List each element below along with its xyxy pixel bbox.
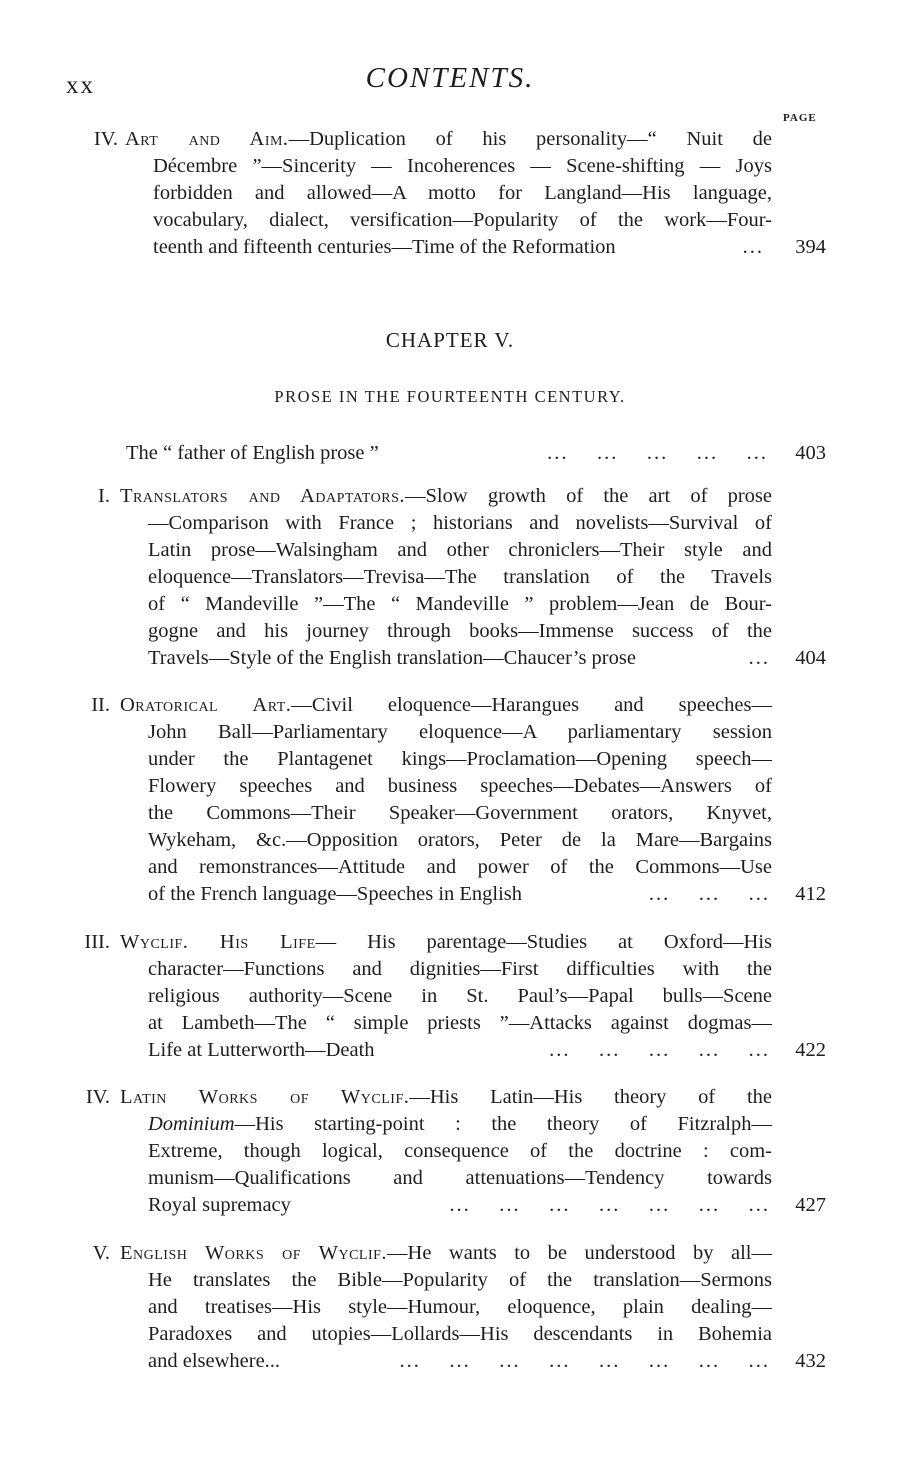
- page-column-label: PAGE: [783, 112, 817, 124]
- entry-numeral: V.: [92, 1242, 110, 1264]
- leader-dots: ... ... ... ... ...: [547, 442, 768, 464]
- entry-line: English Works of Wyclif.—He wants to be understood by all—: [120, 1242, 772, 1264]
- entry-line: of “ Mandeville ”—The “ Mandeville ” problem—Jean de Bour-: [148, 593, 772, 615]
- leader-dots: ...: [748, 647, 770, 669]
- toc-entry-english-works: [0, 1240, 900, 1375]
- entry-line: —Comparison with France ; historians and novelists—Survival of: [148, 512, 772, 534]
- italic-term: Dominium: [148, 1113, 235, 1135]
- entry-line: Life at Lutterworth—Death ... ... ... ... ...: [120, 1037, 772, 1064]
- page-number: 422: [795, 1039, 826, 1061]
- folio-number: xx: [66, 72, 95, 99]
- toc-entry-wyclif-life: [0, 929, 900, 1064]
- toc-entry-intro: [0, 440, 900, 467]
- chapter-heading: CHAPTER V.: [385, 328, 515, 352]
- entry-line: John Ball—Parliamentary eloquence—A parliamentary session: [148, 721, 772, 743]
- entry-numeral: I.: [98, 485, 110, 507]
- entry-line: He translates the Bible—Popularity of the translation—Sermons: [148, 1269, 772, 1291]
- page-number: 427: [795, 1194, 826, 1216]
- leader-dots: ... ... ...: [648, 883, 770, 905]
- entry-line: the Commons—Their Speaker—Government orators, Knyvet,: [148, 802, 772, 824]
- entry-line: Latin Works of Wyclif.—His Latin—His theory of the: [120, 1086, 772, 1108]
- entry-line: of the French language—Speeches in English ... ... ...: [120, 881, 772, 908]
- entry-line: munism—Qualifications and attenuations—Tendency towards: [148, 1167, 772, 1189]
- chapter-subtitle: PROSE IN THE FOURTEENTH CENTURY.: [274, 387, 626, 406]
- page-number: 404: [795, 647, 826, 669]
- entry-line: and treatises—His style—Humour, eloquence, plain dealing—: [148, 1296, 772, 1318]
- entry-heading: Art and Aim.: [125, 128, 289, 150]
- entry-line: teenth and fifteenth centuries—Time of the Reformation ...: [125, 234, 772, 261]
- leader-dots: ...: [742, 236, 764, 258]
- entry-numeral: IV.: [85, 1086, 110, 1108]
- entry-line: Translators and Adaptators.—Slow growth of the art of prose: [120, 485, 772, 507]
- entry-line: vocabulary, dialect, versification—Popularity of the work—Four-: [153, 209, 772, 231]
- leader-dots: ... ... ... ... ...: [549, 1039, 770, 1061]
- entry-line: Extreme, though logical, consequence of the doctrine : com-: [148, 1140, 772, 1162]
- entry-heading: Latin Works of Wyclif.: [120, 1086, 410, 1108]
- entry-line: Paradoxes and utopies—Lollards—His descendants in Bohemia: [148, 1323, 772, 1345]
- entry-line: religious authority—Scene in St. Paul’s—Papal bulls—Scene: [148, 985, 772, 1007]
- entry-line: Wyclif. His Life— His parentage—Studies at Oxford—His: [120, 931, 772, 953]
- running-title: CONTENTS.: [365, 62, 535, 94]
- entry-numeral: II.: [91, 694, 110, 716]
- page-number: 403: [795, 442, 826, 464]
- leader-dots: ... ... ... ... ... ... ...: [449, 1194, 770, 1216]
- entry-line: character—Functions and dignities—First difficulties with the: [148, 958, 772, 980]
- toc-entry-art-and-aim: [0, 126, 900, 266]
- page-number: 432: [795, 1350, 826, 1372]
- entry-line: forbidden and allowed—A motto for Langland—His language,: [153, 182, 772, 204]
- entry-heading: Wyclif. His Life: [120, 931, 316, 953]
- entry-numeral: III.: [84, 931, 110, 953]
- entry-heading: Oratorical Art.: [120, 694, 292, 716]
- entry-line: The “ father of English prose ” ... ... ... ... ...: [126, 440, 772, 467]
- toc-entry-oratorical-art: [0, 692, 900, 908]
- entry-line: under the Plantagenet kings—Proclamation—Opening speech—: [148, 748, 772, 770]
- entry-numeral: IV.: [93, 128, 118, 150]
- page-number: 412: [795, 883, 826, 905]
- entry-line: Flowery speeches and business speeches—Debates—Answers of: [148, 775, 772, 797]
- entry-line: Latin prose—Walsingham and other chroniclers—Their style and: [148, 539, 772, 561]
- page-number: 394: [795, 236, 826, 258]
- entry-line: and remonstrances—Attitude and power of the Commons—Use: [148, 856, 772, 878]
- toc-entry-translators: [0, 483, 900, 673]
- entry-line: Wykeham, &c.—Opposition orators, Peter de la Mare—Bargains: [148, 829, 772, 851]
- entry-line: Royal supremacy ... ... ... ... ... ... ...: [120, 1192, 772, 1219]
- entry-line: Décembre ”—Sincerity — Incoherences — Scene-shifting — Joys: [153, 155, 772, 177]
- entry-heading: English Works of Wyclif.: [120, 1242, 388, 1264]
- entry-line: Oratorical Art.—Civil eloquence—Harangues and speeches—: [120, 694, 772, 716]
- entry-line: Dominium—His starting-point : the theory of Fitzralph—: [148, 1113, 772, 1135]
- leader-dots: ... ... ... ... ... ... ... ...: [399, 1350, 770, 1372]
- toc-entry-latin-works: [0, 1084, 900, 1219]
- entry-heading: Translators and Adaptators.: [120, 485, 406, 507]
- entry-line: Travels—Style of the English translation—Chaucer’s prose ...: [120, 645, 772, 672]
- entry-line: Art and Aim.—Duplication of his personality—“ Nuit de: [125, 128, 772, 150]
- entry-line: at Lambeth—The “ simple priests ”—Attacks against dogmas—: [148, 1012, 772, 1034]
- entry-line: gogne and his journey through books—Immense success of the: [148, 620, 772, 642]
- entry-line: eloquence—Translators—Trevisa—The translation of the Travels: [148, 566, 772, 588]
- entry-line: and elsewhere... ... ... ... ... ... ... ... ...: [120, 1348, 772, 1375]
